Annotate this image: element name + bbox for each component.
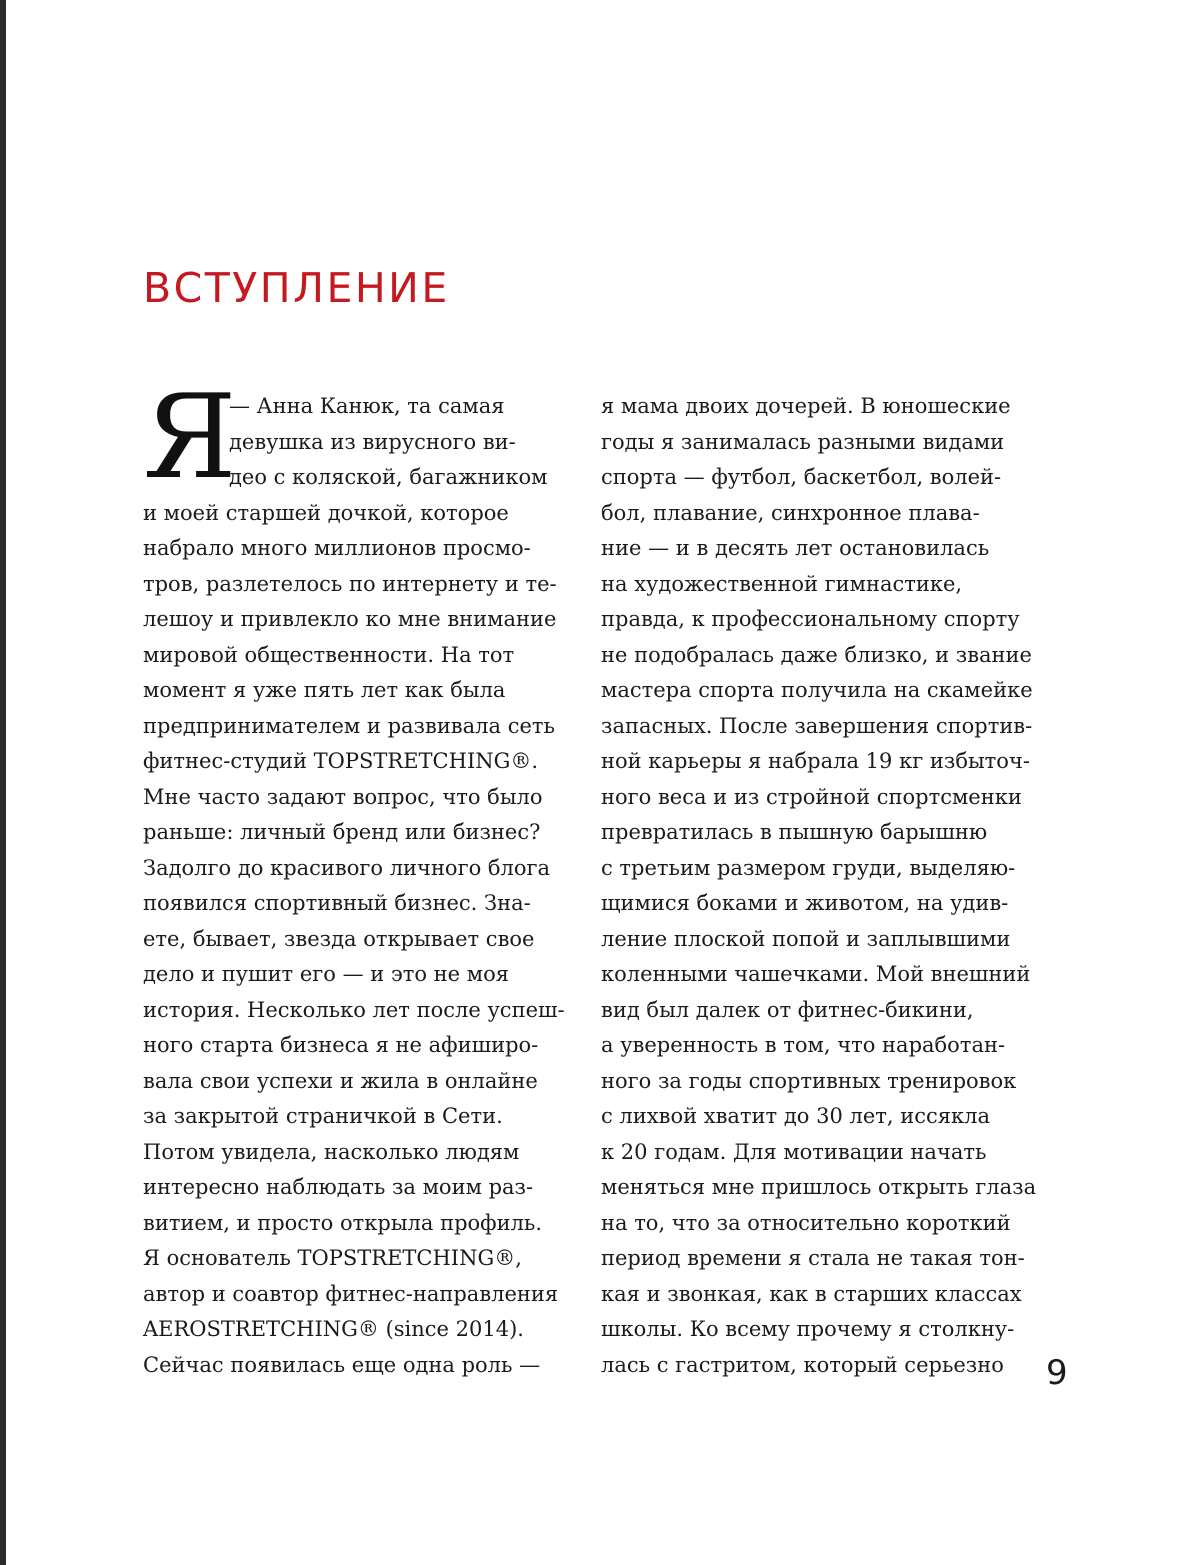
text-line: ление плоской попой и заплывшими bbox=[601, 926, 1011, 951]
text-line: с третьим размером груди, выделяю- bbox=[601, 855, 1016, 880]
text-line: правда, к профессиональному спорту bbox=[601, 607, 1020, 631]
text-line: превратилась в пышную барышню bbox=[601, 820, 988, 844]
text-line: мастера спорта получила на скамейке bbox=[601, 678, 1033, 702]
text-line: и моей старшей дочкой, которое bbox=[143, 500, 509, 525]
text-line: появился спортивный бизнес. Зна- bbox=[143, 891, 531, 915]
text-line: предпринимателем и развивала сеть bbox=[143, 713, 555, 738]
text-line: интересно наблюдать за моим раз- bbox=[143, 1175, 534, 1199]
book-spine-edge bbox=[0, 0, 6, 1565]
text-line: фитнес-студий TOPSTRETCHING®. bbox=[143, 749, 539, 773]
text-line: период времени я стала не такая тон- bbox=[601, 1246, 1025, 1270]
text-line: я мама двоих дочерей. В юношеские bbox=[601, 394, 1011, 418]
text-line: — Анна Канюк, та самая bbox=[229, 394, 505, 418]
text-line: Потом увидела, насколько людям bbox=[143, 1139, 520, 1164]
text-line: лешоу и привлекло ко мне внимание bbox=[143, 607, 557, 631]
text-line: с лихвой хватит до 30 лет, иссякла bbox=[601, 1104, 990, 1128]
text-line: меняться мне пришлось открыть глаза bbox=[601, 1175, 1037, 1199]
text-line: набрало много миллионов просмо- bbox=[143, 536, 531, 560]
text-line: не подобралась даже близко, и звание bbox=[601, 642, 1032, 667]
text-line: а уверенность в том, что наработан- bbox=[601, 1033, 1006, 1057]
text-line: на то, что за относительно короткий bbox=[601, 1210, 1011, 1235]
text-line: мировой общественности. На тот bbox=[143, 642, 515, 667]
drop-cap: Я bbox=[143, 370, 237, 505]
text-line: лась с гастритом, который серьезно bbox=[601, 1352, 1004, 1377]
text-column-left bbox=[143, 389, 563, 1383]
text-line: Я основатель TOPSTRETCHING®, bbox=[143, 1246, 522, 1270]
text-line: годы я занималась разными видами bbox=[601, 429, 1005, 454]
text-line: Задолго до красивого личного блога bbox=[143, 855, 551, 880]
text-line: щимися боками и животом, на удив- bbox=[601, 891, 1009, 915]
text-line: вид был далек от фитнес-бикини, bbox=[601, 997, 974, 1022]
text-line: история. Несколько лет после успеш- bbox=[143, 997, 565, 1022]
text-line: раньше: личный бренд или бизнес? bbox=[143, 820, 541, 844]
text-line: ете, бывает, звезда открывает свое bbox=[143, 926, 535, 951]
text-line: автор и соавтор фитнес-направления bbox=[143, 1281, 559, 1306]
text-line: девушка из вирусного ви- bbox=[229, 429, 516, 454]
text-line: спорта — футбол, баскетбол, волей- bbox=[601, 465, 1002, 489]
text-line: кая и звонкая, как в старших классах bbox=[601, 1281, 1022, 1306]
chapter-title: ВСТУПЛЕНИЕ bbox=[143, 264, 450, 312]
text-line: школы. Ко всему прочему я столкну- bbox=[601, 1317, 1015, 1341]
text-line: момент я уже пять лет как была bbox=[143, 678, 506, 702]
text-line: вала свои успехи и жила в онлайне bbox=[143, 1068, 538, 1093]
text-line: Сейчас появилась еще одна роль — bbox=[143, 1352, 541, 1377]
text-line: AEROSTRETCHING® (since 2014). bbox=[143, 1317, 524, 1341]
text-line: бол, плавание, синхронное плава- bbox=[601, 500, 980, 525]
text-line: на художественной гимнастике, bbox=[601, 571, 963, 596]
text-line: за закрытой страничкой в Сети. bbox=[143, 1104, 503, 1128]
text-line: запасных. После завершения спортив- bbox=[601, 713, 1033, 738]
text-line: ние — и в десять лет остановилась bbox=[601, 536, 990, 560]
text-line: тров, разлетелось по интернету и те- bbox=[143, 571, 557, 596]
text-line: ного за годы спортивных тренировок bbox=[601, 1068, 1017, 1093]
text-column-right bbox=[601, 389, 1041, 1383]
text-line: ного веса и из стройной спортсменки bbox=[601, 784, 1022, 809]
text-line: дело и пушит его — и это не моя bbox=[143, 962, 509, 986]
text-line: к 20 годам. Для мотивации начать bbox=[601, 1139, 987, 1164]
page-number: 9 bbox=[1046, 1353, 1068, 1393]
text-line: Мне часто задают вопрос, что было bbox=[143, 784, 543, 809]
text-line: коленными чашечками. Мой внешний bbox=[601, 962, 1031, 986]
text-line: ного старта бизнеса я не афиширо- bbox=[143, 1033, 539, 1057]
text-line: ной карьеры я набрала 19 кг избыточ- bbox=[601, 749, 1030, 773]
text-line: део с коляской, багажником bbox=[229, 465, 548, 489]
text-line: витием, и просто открыла профиль. bbox=[143, 1210, 543, 1235]
